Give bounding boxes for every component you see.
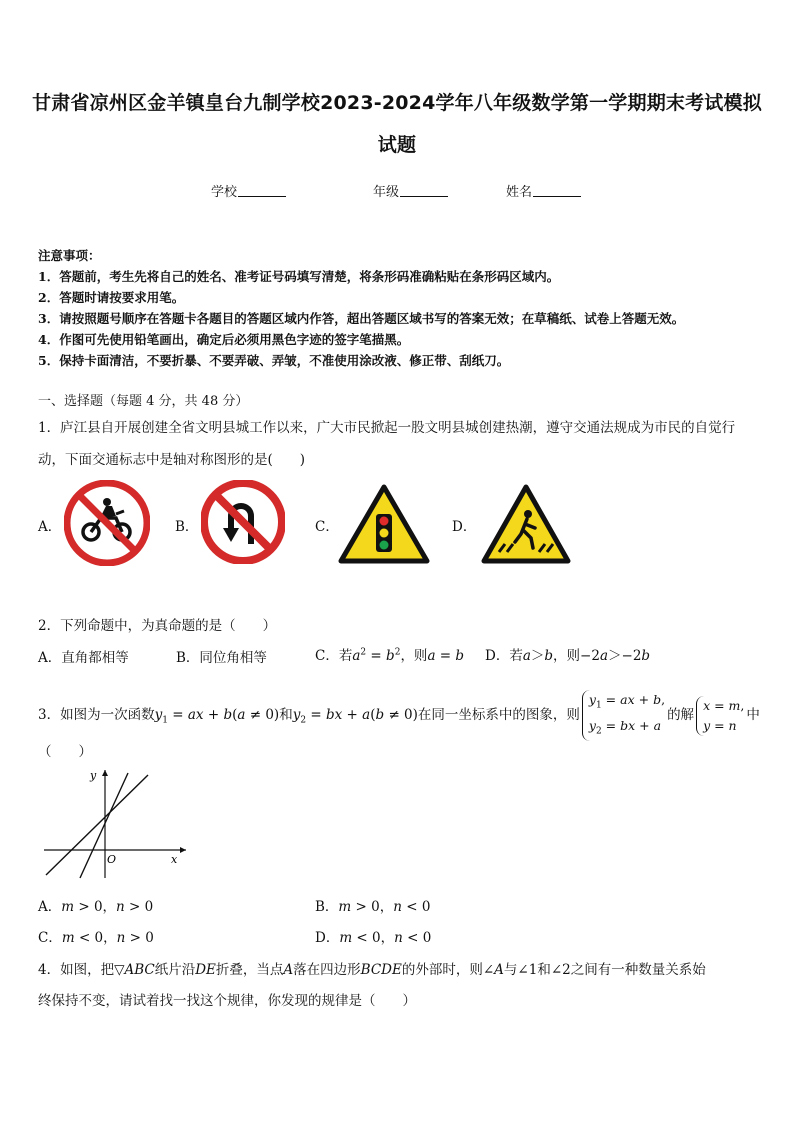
y-axis-label: y: [90, 769, 97, 782]
name-label: 姓名: [506, 185, 533, 200]
q3-option-b: B．m > 0，n < 0: [315, 899, 431, 915]
notes-heading: 注意事项：: [38, 248, 101, 263]
no-motorcycle-sign-icon: [64, 480, 150, 566]
q3-answer-paren: （ ）: [38, 744, 92, 760]
grade-label: 年级: [373, 185, 400, 200]
section-heading: 一、选择题（每题 4 分，共 48 分）: [38, 394, 249, 409]
school-blank: [238, 185, 286, 197]
notes-item: 5．保持卡面清洁，不要折暴、不要弄破、弄皱，不准使用涂改液、修正带、刮纸刀。: [38, 353, 510, 368]
notes-item: 3．请按照题号顺序在答题卡各题目的答题区域内作答，超出答题区域书写的答案无效；在草稿纸、试卷上答题无效。: [38, 311, 685, 326]
q1-stem-line2: 动，下面交通标志中是轴对称图形的是( ): [38, 452, 306, 468]
name-blank: [533, 185, 581, 197]
document-title-continued: 试题: [377, 134, 417, 156]
q2-option-b: B．同位角相等: [176, 650, 267, 666]
notes-item: 2．答题时请按要求用笔。: [38, 290, 185, 305]
q3-option-a: A．m > 0，n > 0: [38, 899, 154, 915]
document-title: 甘肃省凉州区金羊镇皇台九制学校2023-2024学年八年级数学第一学期期末考试模拟: [32, 92, 762, 114]
pedestrian-crossing-warning-sign-icon: [481, 484, 571, 564]
notes-item: 1．答题前，考生先将自己的姓名、准考证号码填写清楚，将条形码准确粘贴在条形码区域内。: [38, 269, 560, 284]
x-axis-label: x: [171, 853, 178, 866]
traffic-light-warning-sign-icon: [338, 484, 430, 564]
origin-label: O: [107, 853, 117, 866]
q1-option-d-label: D．: [452, 519, 477, 535]
q1-option-a-label: A．: [38, 519, 62, 535]
q3-stem: 3．如图为一次函数$y_1$ = ax + b(a ≠ 0)和$y_2$ = bx + a(b ≠ 0)在同一坐标系中的图象，则$y_1$ = ax + b, $y_2$ = bx + a的解x = m, y = n中: [38, 690, 760, 741]
grade-field: [373, 181, 448, 200]
q2-option-c: C．若$a^2 = b^2$，则a = b: [315, 647, 465, 664]
solution-system: x = m, y = n: [696, 696, 744, 736]
school-field: [211, 181, 286, 200]
notes-item: 4．作图可先使用铅笔画出，确定后必须用黑色字迹的签字笔描黑。: [38, 332, 410, 347]
notes-section: [38, 245, 684, 371]
q1-option-c-label: C．: [315, 519, 339, 535]
line-y1: [46, 775, 148, 875]
school-label: 学校: [211, 185, 238, 200]
q1-option-b-label: B．: [175, 519, 199, 535]
q1-stem-line1: 1．庐江县自开展创建全省文明县城工作以来，广大市民掀起一股文明县城创建热潮，遵守交通法规成为市民的自觉行: [38, 420, 736, 436]
q2-stem: 2．下列命题中，为真命题的是（ ）: [38, 618, 277, 634]
q3-option-c: C．m < 0，n > 0: [38, 930, 154, 946]
grade-blank: [400, 185, 448, 197]
q2-option-d: D．若a＞b，则−2a＞−2b: [485, 648, 651, 664]
q3-option-d: D．m < 0，n < 0: [315, 930, 432, 946]
q4-stem-line1: 4．如图，把▽ABC纸片沿DE折叠，当点A落在四边形BCDE的外部时，则∠A与∠1和∠2之间有一种数量关系始: [38, 962, 706, 978]
q3-graph: [40, 765, 190, 880]
line-y2: [80, 773, 128, 878]
no-u-turn-sign-icon: [201, 480, 285, 564]
q2-option-a: A．直角都相等: [38, 650, 129, 666]
equation-system: $y_1$ = ax + b, $y_2$ = bx + a: [582, 690, 665, 741]
q4-stem-line2: 终保持不变，请试着找一找这个规律，你发现的规律是（ ）: [38, 993, 416, 1009]
name-field: [506, 181, 581, 200]
